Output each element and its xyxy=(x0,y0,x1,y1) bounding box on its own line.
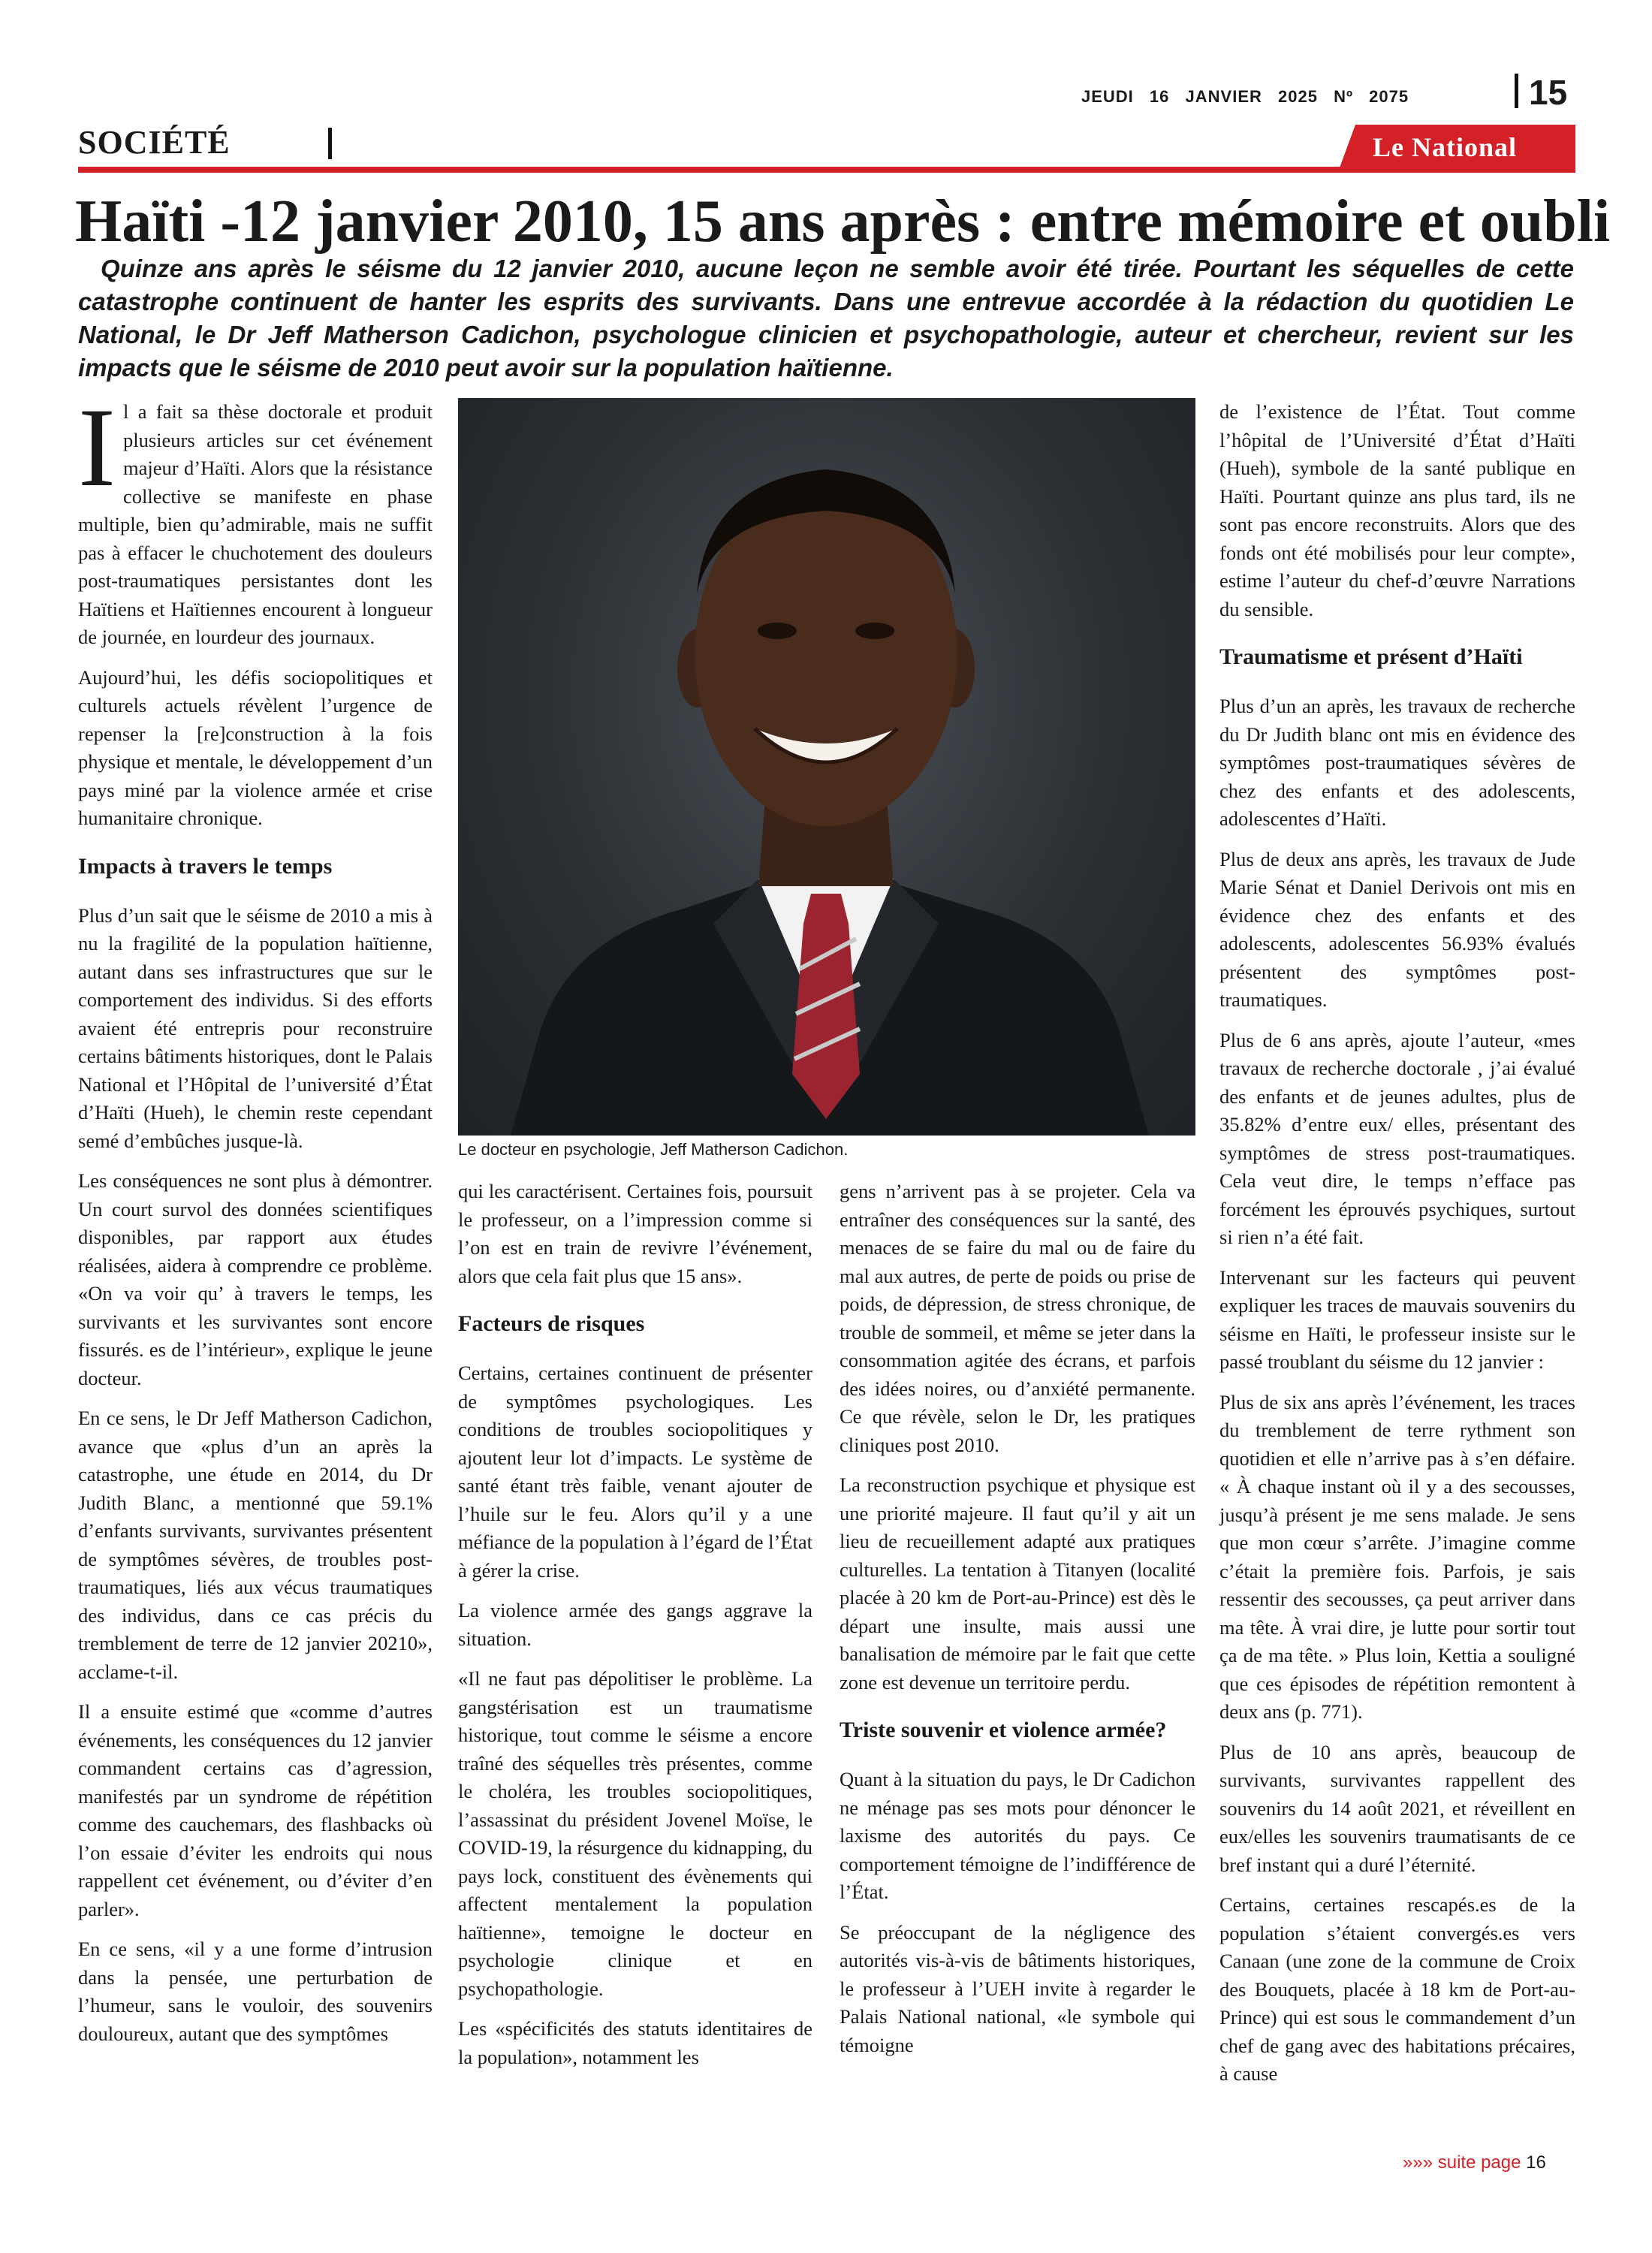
photo-caption: Le docteur en psychologie, Jeff Matherson Cadichon. xyxy=(458,1140,849,1159)
paragraph: La violence armée des gangs aggrave la situation. xyxy=(458,1599,812,1650)
continued-label: suite page xyxy=(1437,2152,1521,2173)
paragraph: Se préoccupant de la négligence des autorités vis-à-vis de bâtiments historiques, le professeur à l’UEH invite à regarder le Palais National national, «le symbole qui témoigne xyxy=(840,1920,1195,2056)
paragraph: Plus d’un sait que le séisme de 2010 a mis à nu la fragilité de la population haïtienne, autant dans ses infrastructures que sur le comportement des individus. Si des efforts avaient été entrepris pour reconstruire certains bâtiments historiques, dont le Palais National et l’Hôpital de l’université d’État d’Haïti (Hueh), le chemin reste cependant semé d’embûches jusque-là. xyxy=(78,903,433,1152)
paragraph: Plus de deux ans après, les travaux de Jude Marie Sénat et Daniel Derivois ont mis en évidence chez des enfants et des adolescents, adolescentes 56.93% évalués présentent des symptômes post-traumatiques. xyxy=(1219,847,1575,1011)
paragraph: Les «spécificités des statuts identitaires de la population», notamment les xyxy=(458,2017,812,2068)
paragraph: Quant à la situation du pays, le Dr Cadichon ne ménage pas ses mots pour dénoncer le laxisme des autorités du pays. Ce comportement témoigne de l’indifférence de l’État. xyxy=(840,1768,1195,1903)
paragraph-text: l a fait sa thèse doctorale et produit plusieurs articles sur cet événement majeur d’Haïti. Alors que la résistance collective se manifeste en phase multiple, bien qu’admirable, mais ne suffit pas à effacer le chuchotement des douleurs post-traumatiques persistantes dont les Haïtiens et Haïtiennes encourent à longueur de journée, en lourdeur des journaux. xyxy=(78,400,433,648)
paragraph: La reconstruction psychique et physique est une priorité majeure. Il faut qu’il y ait un lieu de recueillement adapté aux pratiques culturelles. La tentation à Titanyen (localité placée à 20 km de Port-au-Prince) est dès le départ une insulte, mais aussi une banalisation de mémoire par le fait que cette zone est devenue un territoire perdu. xyxy=(840,1473,1195,1694)
headline: Haïti -12 janvier 2010, 15 ans après : entre mémoire et oubli xyxy=(75,189,1611,255)
portrait-photo xyxy=(458,398,1195,1136)
paragraph: gens n’arrivent pas à se projeter. Cela va entraîner des conséquences sur la santé, des menaces de se faire du mal ou de faire du mal aux autres, de perte de poids ou prise de poids, de dépression, de stress chronique, de trouble de sommeil, et même se jeter dans la consommation agitée des écrans, et parfois des idées noires, ou d’anxiété permanente. Ce que révèle, selon le Dr, les pratiques cliniques post 2010. xyxy=(840,1180,1195,1456)
issue-date-line xyxy=(1081,87,1409,107)
header-rule xyxy=(78,167,1575,173)
column-1 xyxy=(78,385,433,2060)
paragraph: Certains, certaines continuent de présenter de symptômes psychologiques. Les conditions de troubles sociopolitiques y ajoutent leur lot d’impacts. Le système de santé étant très faible, venant ajouter de l’huile sur le feu. Alors qu’il y a une méfiance de la population à l’égard de l’État à gérer la crise. xyxy=(458,1362,812,1582)
lede: Quinze ans après le séisme du 12 janvier 2010, aucune leçon ne semble avoir été tirée. Pourtant les séquelles de cette catastrophe continuent de hanter les esprits des survivants. Dans une entrevue accordée à la rédaction du quotidien Le National, le Dr Jeff Matherson Cadichon, psychologue clinicien et psychopathologie, auteur et chercheur, revient sur les impacts que le séisme de 2010 peut avoir sur la population haïtienne. xyxy=(78,255,1574,382)
paragraph: Certains, certaines rescapés.es de la population s’étaient convergés.es vers Canaan (une zone de la commune de Croix des Bouquets, placée à 18 km de Port-au-Prince) qui est sous le commandement d’un chef de gang avec des habitations précaires, à cause xyxy=(1219,1893,1575,2085)
paragraph: En ce sens, le Dr Jeff Matherson Cadichon, avance que «plus d’un an après la catastrophe, une étude en 2014, du Dr Judith Blanc, a mentionné que 59.1% d’enfants survivants, survivantes présentent de symptômes sévères, de troubles post-traumatiques, liés aux vécus traumatiques des individus, dans ce cas précis du tremblement de terre de 12 janvier 20210», acclame-t-il. xyxy=(78,1407,433,1683)
paragraph: Aujourd’hui, les défis sociopolitiques et culturels actuels révèlent l’urgence de repenser la [re]construction à la fois physique et mentale, le développement d’un pays miné par la violence armée et crise humanitaire chronique. xyxy=(78,665,433,829)
issue-day: JEUDI xyxy=(1081,87,1134,106)
paragraph: de l’existence de l’État. Tout comme l’hôpital de l’Université d’État d’Haïti (Hueh), symbole de la santé publique en Haïti. Pourtant quinze ans plus tard, ils ne sont pas encore reconstruits. Alors que des fonds ont été mobilisés pour leur compte», estime l’auteur du chef-d’œuvre Narrations du sensible. xyxy=(1219,400,1575,620)
issue-number: Nº 2075 xyxy=(1334,87,1409,106)
arrows-icon: »»» xyxy=(1403,2152,1433,2173)
column-4 xyxy=(1219,398,1575,2101)
header-divider xyxy=(1515,74,1518,108)
paragraph: En ce sens, «il y a une forme d’intrusion dans la pensée, une perturbation de l’humeur, sans le vouloir, des souvenirs douloureux, autant que des symptômes xyxy=(78,1938,433,2045)
paragraph: Plus de six ans après l’événement, les traces du tremblement de terre rythment son quotidien et elle n’arrive pas à s’en défaire. « À chaque instant où il y a des secousses, jusqu’à présent je me sens malade. Je sens que mon cœur s’arrête. J’imagine comme c’était la première fois. Parfois, je sais ressentir des secousses, ça peut arriver dans ma tête. À vrai dire, je lutte pour sortir tout ça de ma tête. » Plus loin, Kettia a souligné que ces épisodes de répétition remontent à deux ans (p. 771). xyxy=(1219,1390,1575,1723)
brand-name: Le National xyxy=(1373,132,1518,162)
subheading: Facteurs de risques xyxy=(458,1311,645,1336)
paragraph: «Il ne faut pas dépolitiser le problème. La gangstérisation est un traumatisme historique, tout comme le séisme a encore traîné des séquelles très présentes, comme le choléra, les troubles sociopolitiques, l’assassinat du président Jovenel Moïse, le COVID-19, la résurgence du kidnapping, du pays lock, constituent des évènements qui affectent mentalement la population haïtienne», temoigne le docteur en psychologie clinique et en psychopathologie. xyxy=(458,1667,812,2000)
issue-date: 16 xyxy=(1149,87,1170,106)
continued-link[interactable] xyxy=(1403,2152,1546,2173)
paragraph: Intervenant sur les facteurs qui peuvent expliquer les traces de mauvais souvenirs du séisme en Haïti, le professeur insiste sur le passé troublant du séisme du 12 janvier : xyxy=(1219,1265,1575,1373)
subheading: Impacts à travers le temps xyxy=(78,853,333,879)
drop-cap: I xyxy=(78,385,116,510)
page-number: 15 xyxy=(1529,73,1568,112)
subheading: Triste souvenir et violence armée? xyxy=(840,1718,1167,1742)
section-label: SOCIÉTÉ xyxy=(78,124,231,161)
paragraph: Les conséquences ne sont plus à démontrer. Un court survol des données scientifiques disponibles, par rapport aux études réalisées, aidera à comprendre ce problème. «On va voir qu’ à travers le temps, les survivants et les survivantes sont encore fissurés. es de l’intérieur», explique le jeune docteur. xyxy=(78,1169,433,1389)
continued-page: 16 xyxy=(1526,2152,1546,2173)
paragraph: Plus de 6 ans après, ajoute l’auteur, «mes travaux de recherche doctorale , j’ai évalué des enfants et de jeunes adultes, plus de 35.82% d’entre eux/ elles, présentant des symptômes de stress post-traumatiques. Cela veut dire, le temps n’efface pas forcément les éprouvés psychiques, surtout si rien n’a été fait. xyxy=(1219,1028,1575,1248)
paragraph: Il a ensuite estimé que «comme d’autres événements, les conséquences du 12 janvier commandent certains cas d’agression, manifestés par un syndrome de répétition comme des cauchemars, des flashbacks où l’on essaie d’éviter les endroits qui nous rappellent cet événement, ou d’éviter d’en parler». xyxy=(78,1700,433,1920)
portrait-illustration xyxy=(458,398,1195,1136)
issue-year: 2025 xyxy=(1278,87,1318,106)
column-2 xyxy=(458,1178,812,2083)
issue-month: JANVIER xyxy=(1185,87,1262,106)
paragraph xyxy=(78,385,433,652)
paragraph: Plus d’un an après, les travaux de recherche du Dr Judith blanc ont mis en évidence des symptômes post-traumatiques sévères de chez des enfants et des adolescents, adolescentes d’Haïti. xyxy=(1219,695,1575,830)
paragraph: Plus de 10 ans après, beaucoup de survivants, survivantes rappellent des souvenirs du 14 août 2021, et réveillent en eux/elles les souvenirs traumatisants de ce bref instant qui a duré l’éternité. xyxy=(1219,1740,1575,1876)
paragraph: qui les caractérisent. Certaines fois, poursuit le professeur, on a l’impression comme si l’on est en train de revivre l’événement, alors que cela fait plus que 15 ans». xyxy=(458,1180,812,1287)
subheading: Traumatisme et présent d’Haïti xyxy=(1219,644,1523,669)
section-divider xyxy=(328,128,332,159)
column-3 xyxy=(840,1178,1195,2071)
